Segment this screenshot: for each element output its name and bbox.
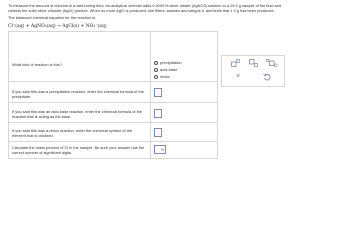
- question-row-mass-percent: [9, 142, 217, 159]
- question-grid: [8, 31, 218, 159]
- chemical-equation: Cl⁻(aq) + AgNO₃(aq) → AgCl(s) + NO₃⁻(aq): [8, 24, 107, 29]
- option-acid-base[interactable]: [154, 66, 182, 73]
- mass-percent-input[interactable]: [154, 145, 166, 154]
- option-precipitation[interactable]: [154, 59, 182, 66]
- formula-toolbar: [221, 55, 285, 87]
- option-acid-base-label: acid-base: [160, 67, 178, 72]
- oxidized-element-input[interactable]: [154, 128, 162, 137]
- base-formula-input[interactable]: [154, 109, 162, 118]
- question-row-oxidized: [9, 123, 217, 142]
- option-precipitation-label: precipitation: [160, 60, 182, 65]
- equation-label: The balanced chemical equation for the reaction is:: [8, 14, 97, 20]
- question-precipitate: If you said this was a precipitation reaction, enter the chemical formula of the precipitate.: [12, 89, 144, 99]
- option-redox[interactable]: [154, 73, 182, 80]
- question-row-precipitate: [9, 82, 217, 103]
- problem-statement: [8, 3, 346, 20]
- reaction-type-options: [154, 59, 182, 80]
- radio-redox[interactable]: [154, 75, 158, 79]
- superscript-subscript-icon[interactable]: [266, 59, 278, 69]
- intro-line-1: To measure the amount of chlorine in a well-boring fluid, an analytical chemist adds 0.4000 M silver nitrate (AgNO3) solution to a 29.0 g sample of the fluid and: [8, 3, 282, 8]
- percent-unit: %: [160, 147, 164, 152]
- radio-acid-base[interactable]: [154, 68, 158, 72]
- intro-line-2: collects the solid silver chloride (AgCl) product. When no more AgCl is produced, she filters, washes and weighs it, and finds that 1.3 g has been produced.: [8, 8, 275, 14]
- question-row-reaction-type: [9, 32, 217, 82]
- undo-icon[interactable]: [263, 73, 271, 83]
- question-mass-percent: Calculate the mass percent of Cl in the sample. Be sure your answer has the correct number of significant digits.: [12, 145, 145, 155]
- clear-button[interactable]: ×: [236, 73, 241, 80]
- precipitate-formula-input[interactable]: [154, 88, 162, 97]
- radio-precipitation[interactable]: [154, 61, 158, 65]
- question-row-base: [9, 103, 217, 123]
- question-oxidized: If you said this was a redox reaction, enter the chemical symbol of the element that is oxidized.: [12, 128, 133, 138]
- option-redox-label: redox: [160, 74, 171, 79]
- question-reaction-type: What kind of reaction is this?: [12, 62, 62, 67]
- superscript-icon[interactable]: [231, 59, 241, 69]
- subscript-icon[interactable]: [249, 59, 259, 69]
- question-base: If you said this was an acid-base reaction, enter the chemical formula of the reactant that is acting as the base.: [12, 109, 142, 119]
